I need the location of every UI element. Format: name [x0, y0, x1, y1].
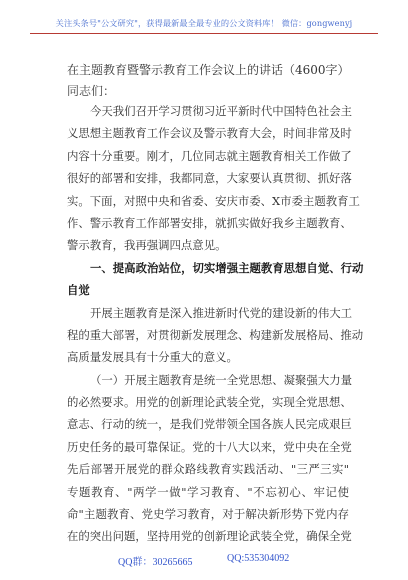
header-banner: 关注头条号"公文研究"，获得最新最全最专业的公文资料库！ 微信：gongwenyj — [30, 18, 378, 34]
document-body — [67, 100, 364, 548]
paragraph-line: 很好的部署和安排，我都同意，大家要认真贯彻、抓好落 — [67, 171, 352, 186]
paragraph-line: 义思想主题教育工作会议及警示教育大会，时间非常及时 — [67, 126, 352, 141]
paragraph-line: 专题教育、"两学一做"学习教育、"不忘初心、牢记使 — [67, 484, 349, 499]
salutation: 同志们： — [67, 84, 116, 98]
section-heading: 一、提高政治站位，切实增强主题教育思想自觉、行动 — [90, 260, 364, 275]
paragraph-line: 先后部署开展党的群众路线教育实践活动、"三严三实" — [67, 462, 349, 477]
document-title: 在主题教育暨警示教育工作会议上的讲话（4600字） — [67, 63, 350, 77]
paragraph-line: 在的突出问题，坚持用党的创新理论武装全党，确保全党 — [67, 529, 352, 544]
qq-contact-text: QQ:535304092 — [227, 553, 290, 564]
paragraph-line: （一）开展主题教育是统一全党思想、凝聚强大力量 — [90, 372, 352, 387]
section-heading: 自觉 — [67, 283, 90, 298]
paragraph-line: 作、警示教育工作部署安排，就抓实做好我乡主题教育、 — [67, 215, 352, 230]
paragraph-line: 高质量发展具有十分重大的意义。 — [67, 350, 238, 365]
paragraph-line: 实。下面，对照中央和省委、安庆市委、X市委主题教育工 — [67, 193, 360, 208]
paragraph-line: 意志、行动的统一，是我们党带领全国各族人民完成艰巨 — [67, 417, 352, 432]
paragraph-line: 的必然要求。用党的创新理论武装全党，实现全党思想、 — [67, 395, 352, 410]
paragraph-line: 警示教育，我再强调四点意见。 — [67, 238, 227, 253]
qq-group-text: QQ群：30265665 — [118, 557, 193, 568]
paragraph-line: 内容十分重要。刚才，几位同志就主题教育相关工作做了 — [67, 148, 352, 163]
paragraph-line: 程的重大部署，对贯彻新发展理念、构建新发展格局、推动 — [67, 327, 364, 342]
paragraph-line: 开展主题教育是深入推进新时代党的建设新的伟大工 — [90, 305, 352, 320]
paragraph-line: 命"主题教育、党史学习教育，对于解决新形势下党内存 — [67, 507, 349, 522]
paragraph-line: 今天我们召开学习贯彻习近平新时代中国特色社会主 — [90, 104, 352, 118]
paragraph-line: 历史任务的最可靠保证。党的十八大以来，党中央在全党 — [67, 439, 352, 454]
